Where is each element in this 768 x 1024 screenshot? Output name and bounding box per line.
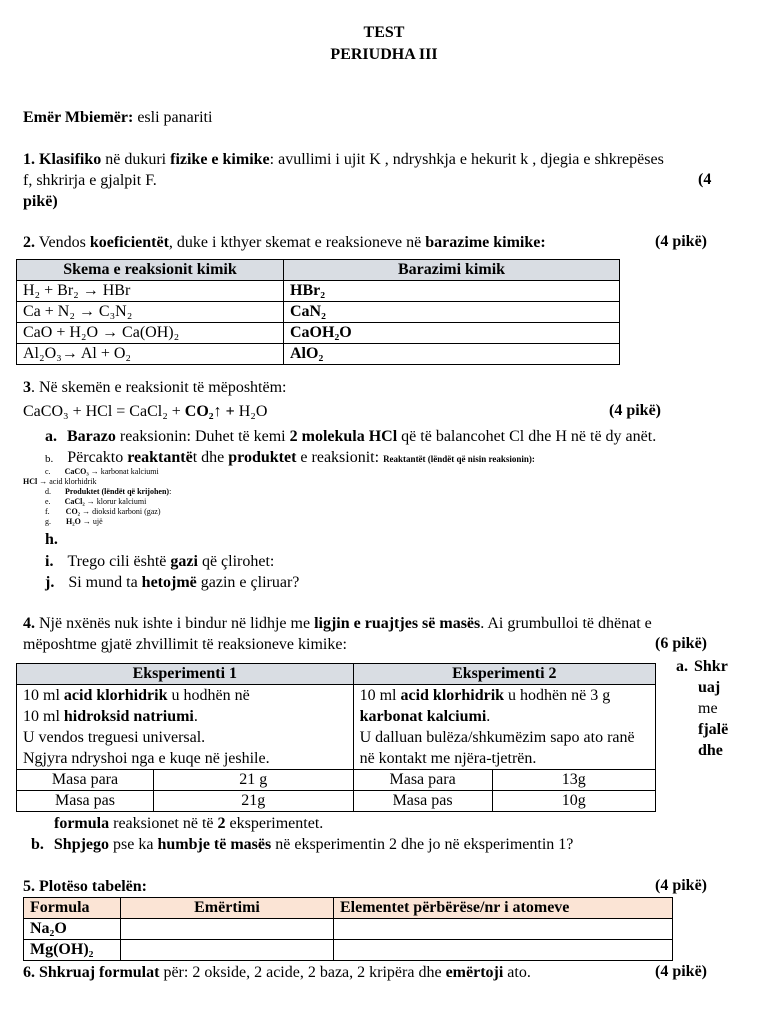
table-header-row bbox=[24, 898, 673, 919]
q3-line bbox=[23, 378, 286, 398]
q4-experiment-table bbox=[16, 663, 656, 812]
table-row bbox=[17, 323, 620, 344]
item-text-2: t dhe bbox=[192, 449, 229, 466]
scheme-cell: Ca + N₂ → C₃N₂ bbox=[17, 302, 284, 323]
q1-text: në dukuri bbox=[101, 151, 171, 168]
side-word: dhe bbox=[698, 742, 723, 759]
q6-line bbox=[23, 963, 531, 983]
name-cell[interactable] bbox=[121, 940, 334, 961]
equation-gas: CO₂↑ + bbox=[184, 403, 235, 420]
q2-line bbox=[23, 233, 546, 253]
answer-cell[interactable]: HBr₂ bbox=[284, 281, 620, 302]
list-marker: b. bbox=[31, 836, 44, 853]
q3-item-h: h. bbox=[45, 531, 58, 548]
item-text: Trego cili është bbox=[67, 553, 171, 570]
list-marker: a. bbox=[45, 428, 57, 445]
desc-keyword: acid klorhidrik bbox=[400, 687, 505, 704]
q1-text-2: : avullimi i ujit K , ndryshkja e hekurit k , djegia e shkrepëses bbox=[269, 151, 664, 168]
student-name-line bbox=[23, 108, 212, 128]
item-text-2: eksperimentet. bbox=[225, 815, 324, 832]
mass-label: Masa pas bbox=[17, 791, 154, 812]
desc-text: U vendos treguesi universal. bbox=[23, 729, 206, 746]
exp2-description bbox=[353, 685, 655, 770]
table-header: Formula bbox=[24, 898, 121, 919]
tiny-marker: e. bbox=[45, 497, 51, 506]
item-text: Përcakto bbox=[67, 449, 128, 466]
item-keyword: hetojmë bbox=[141, 574, 197, 591]
answer-cell[interactable]: CaN₂ bbox=[284, 302, 620, 323]
q2-keyword-2: barazime kimike: bbox=[425, 234, 546, 251]
mass-label: Masa pas bbox=[353, 791, 492, 812]
desc-text: në kontakt me njëra-tjetrën. bbox=[359, 750, 537, 767]
q1-number: 1. bbox=[23, 151, 35, 168]
desc-keyword: acid klorhidrik bbox=[63, 687, 168, 704]
side-word: me bbox=[698, 700, 718, 717]
q6-number: 6. bbox=[23, 964, 39, 981]
list-marker: a. bbox=[676, 658, 688, 675]
table-header-row bbox=[17, 260, 620, 281]
tiny-bold: CaCl₂ bbox=[64, 497, 85, 506]
tiny-text: → ujë bbox=[80, 517, 103, 526]
q6-keyword: Shkruaj formulat bbox=[39, 964, 160, 981]
q2-number: 2. bbox=[23, 234, 35, 251]
q1-line1 bbox=[23, 150, 664, 170]
q2-points: (4 pikë) bbox=[655, 233, 707, 250]
q4-item-a-side bbox=[676, 656, 728, 761]
equation-part: H₂O bbox=[234, 403, 268, 420]
desc-text: . bbox=[193, 708, 198, 725]
item-keyword-2: produktet bbox=[228, 449, 297, 466]
side-word: fjalë bbox=[698, 721, 729, 738]
desc-text: U dalluan bulëza/shkumëzim sapo ato ranë bbox=[359, 729, 635, 746]
item-text: reaksionin: Duhet të kemi bbox=[115, 428, 290, 445]
tiny-marker: f. bbox=[45, 507, 50, 516]
q4-text: Një nxënës nuk ishte i bindur në lidhje me bbox=[35, 615, 315, 632]
table-row bbox=[17, 344, 620, 365]
tiny-line bbox=[23, 477, 97, 486]
tiny-bold: CO₂ bbox=[65, 507, 81, 516]
item-text-2: që të balancohet Cl dhe H në të dy anët. bbox=[397, 428, 657, 445]
q1-verb: Klasifiko bbox=[39, 151, 102, 168]
table-header: Barazimi kimik bbox=[284, 260, 620, 281]
q2-table bbox=[16, 259, 620, 365]
tiny-line bbox=[45, 517, 103, 526]
desc-text: Ngjyra ndryshoi nga e kuqe në jeshile. bbox=[23, 750, 270, 767]
side-word: uaj bbox=[698, 679, 721, 696]
item-keyword: reaktantë bbox=[127, 449, 193, 466]
q3-item-a bbox=[45, 427, 656, 447]
q3-item-j bbox=[45, 573, 299, 593]
page-subtitle: PERIUDHA III bbox=[330, 46, 438, 63]
tiny-line bbox=[45, 467, 159, 476]
q5-title: 5. Plotëso tabelën: bbox=[23, 878, 147, 895]
exp1-description bbox=[17, 685, 354, 770]
list-marker: b. bbox=[45, 453, 54, 465]
q3-equation bbox=[23, 402, 267, 422]
tiny-marker: c. bbox=[45, 467, 51, 476]
q6-points: (4 pikë) bbox=[655, 963, 707, 980]
exp1-title: Eksperimenti 1 bbox=[17, 664, 354, 685]
q6-text: për: 2 okside, 2 acide, 2 baza, 2 kripëra dhe bbox=[159, 964, 446, 981]
item-text: reaksionet në të bbox=[109, 815, 218, 832]
q4-number: 4. bbox=[23, 615, 35, 632]
list-marker: i. bbox=[45, 553, 54, 570]
q6-text-2: ato. bbox=[503, 964, 531, 981]
answer-cell[interactable]: CaOH₂O bbox=[284, 323, 620, 344]
item-text-3: e reaksionit: bbox=[296, 449, 384, 466]
q2-text: Vendos bbox=[35, 234, 90, 251]
tiny-marker: HCl bbox=[23, 477, 38, 486]
desc-text: u hodhën në 3 g bbox=[504, 687, 611, 704]
table-row bbox=[17, 302, 620, 323]
elements-cell[interactable] bbox=[334, 940, 673, 961]
desc-text: 10 ml bbox=[23, 708, 64, 725]
table-row bbox=[24, 919, 673, 940]
item-text: Si mund ta bbox=[68, 574, 142, 591]
tiny-marker: g. bbox=[45, 517, 51, 526]
answer-cell[interactable]: AlO₂ bbox=[284, 344, 620, 365]
mass-value: 21g bbox=[154, 791, 354, 812]
q5-table bbox=[23, 897, 673, 961]
q1-points-b: pikë) bbox=[23, 193, 58, 210]
elements-cell[interactable] bbox=[334, 919, 673, 940]
mass-label: Masa para bbox=[353, 770, 492, 791]
q4-line1 bbox=[23, 614, 652, 634]
q2-text-2: , duke i kthyer skemat e reaksioneve në bbox=[168, 234, 426, 251]
q4-text-2: . Ai grumbulloi të dhënat e bbox=[480, 615, 652, 632]
tiny-marker: d. bbox=[45, 487, 51, 496]
item-text: pse ka bbox=[109, 836, 158, 853]
q2-keyword-1: koeficientët bbox=[89, 234, 169, 251]
q4-keyword: ligjin e ruajtjes së masës bbox=[314, 615, 481, 632]
tiny-text: → karbonat kalciumi bbox=[88, 467, 159, 476]
q4-line2: mëposhtme gjatë zhvillimit të reaksioneve kimike: bbox=[23, 636, 347, 653]
q3-item-b bbox=[45, 448, 535, 469]
tiny-bold: H₂O bbox=[66, 517, 81, 526]
desc-text: . bbox=[486, 708, 491, 725]
q1-points-a: (4 bbox=[698, 171, 712, 188]
q4-item-b bbox=[31, 835, 573, 855]
desc-text: 10 ml bbox=[23, 687, 64, 704]
equation-part: CaCO₃ + HCl = CaCl₂ + bbox=[23, 403, 185, 420]
q3-number: 3 bbox=[23, 379, 31, 396]
list-marker: j. bbox=[45, 574, 55, 591]
desc-text: u hodhën në bbox=[167, 687, 250, 704]
table-header: Emërtimi bbox=[121, 898, 334, 919]
table-row bbox=[17, 281, 620, 302]
q6-keyword-2: emërtoji bbox=[445, 964, 504, 981]
table-row bbox=[17, 770, 656, 791]
scheme-cell: H₂ + Br₂ → HBr bbox=[17, 281, 284, 302]
tiny-bold: Produktet (lëndët që krijohen) bbox=[65, 487, 170, 496]
item-keyword-2: 2 molekula HCl bbox=[289, 428, 398, 445]
q3-text: . Në skemën e reaksionit të mëposhtëm: bbox=[31, 379, 287, 396]
q1-keyword: fizike e kimike bbox=[170, 151, 270, 168]
side-word: Shkr bbox=[694, 658, 728, 675]
table-header-row bbox=[17, 664, 656, 685]
item-keyword: formula bbox=[54, 815, 110, 832]
tiny-line bbox=[45, 497, 146, 506]
item-text-2: në eksperimentin 2 dhe jo në eksperimentin 1? bbox=[271, 836, 574, 853]
desc-keyword: hidroksid natriumi bbox=[63, 708, 194, 725]
item-text-2: që çlirohet: bbox=[197, 553, 275, 570]
tiny-text: : bbox=[169, 487, 172, 496]
table-header: Skema e reaksionit kimik bbox=[17, 260, 284, 281]
desc-text: 10 ml bbox=[359, 687, 401, 704]
tiny-bold: CaCO₃ bbox=[64, 467, 89, 476]
mass-label: Masa para bbox=[17, 770, 154, 791]
mass-value: 21 g bbox=[154, 770, 354, 791]
page-title: TEST bbox=[363, 24, 405, 41]
tiny-line bbox=[45, 487, 171, 496]
mass-value: 10g bbox=[492, 791, 655, 812]
item-keyword: Shpjego bbox=[53, 836, 110, 853]
table-row bbox=[17, 685, 656, 770]
tiny-text: → dioksid karboni (gaz) bbox=[80, 507, 161, 516]
name-label: Emër Mbiemër: bbox=[23, 109, 134, 126]
mass-value: 13g bbox=[492, 770, 655, 791]
scheme-cell: CaO + H₂O → Ca(OH)₂ bbox=[17, 323, 284, 344]
item-keyword: gazi bbox=[170, 553, 198, 570]
name-cell[interactable] bbox=[121, 919, 334, 940]
exp2-title: Eksperimenti 2 bbox=[353, 664, 655, 685]
table-row bbox=[17, 791, 656, 812]
item-keyword-2: humbje të masës bbox=[157, 836, 272, 853]
scheme-cell: Al₂O₃→ Al + O₂ bbox=[17, 344, 284, 365]
q4-points: (6 pikë) bbox=[655, 635, 707, 652]
formula-cell: Na₂O bbox=[24, 919, 121, 940]
q3-item-i bbox=[45, 552, 274, 572]
item-keyword-2: 2 bbox=[217, 815, 226, 832]
q3-points: (4 pikë) bbox=[609, 402, 661, 419]
item-keyword: Barazo bbox=[67, 428, 116, 445]
tiny-text: → acid klorhidrik bbox=[37, 477, 97, 486]
item-small-note: Reaktantët (lëndët që nisin reaksionin): bbox=[383, 454, 535, 464]
q5-points: (4 pikë) bbox=[655, 877, 707, 894]
q1-line2: f, shkrirja e gjalpit F. bbox=[23, 172, 157, 189]
table-header: Elementet përbërëse/nr i atomeve bbox=[334, 898, 673, 919]
tiny-line bbox=[45, 507, 161, 516]
q4-item-a-cont bbox=[54, 814, 323, 834]
tiny-text: → klorur kalciumi bbox=[84, 497, 147, 506]
name-value: esli panariti bbox=[137, 109, 213, 126]
formula-cell: Mg(OH)₂ bbox=[24, 940, 121, 961]
item-text-2: gazin e çliruar? bbox=[196, 574, 300, 591]
table-row bbox=[24, 940, 673, 961]
desc-keyword: karbonat kalciumi bbox=[359, 708, 487, 725]
